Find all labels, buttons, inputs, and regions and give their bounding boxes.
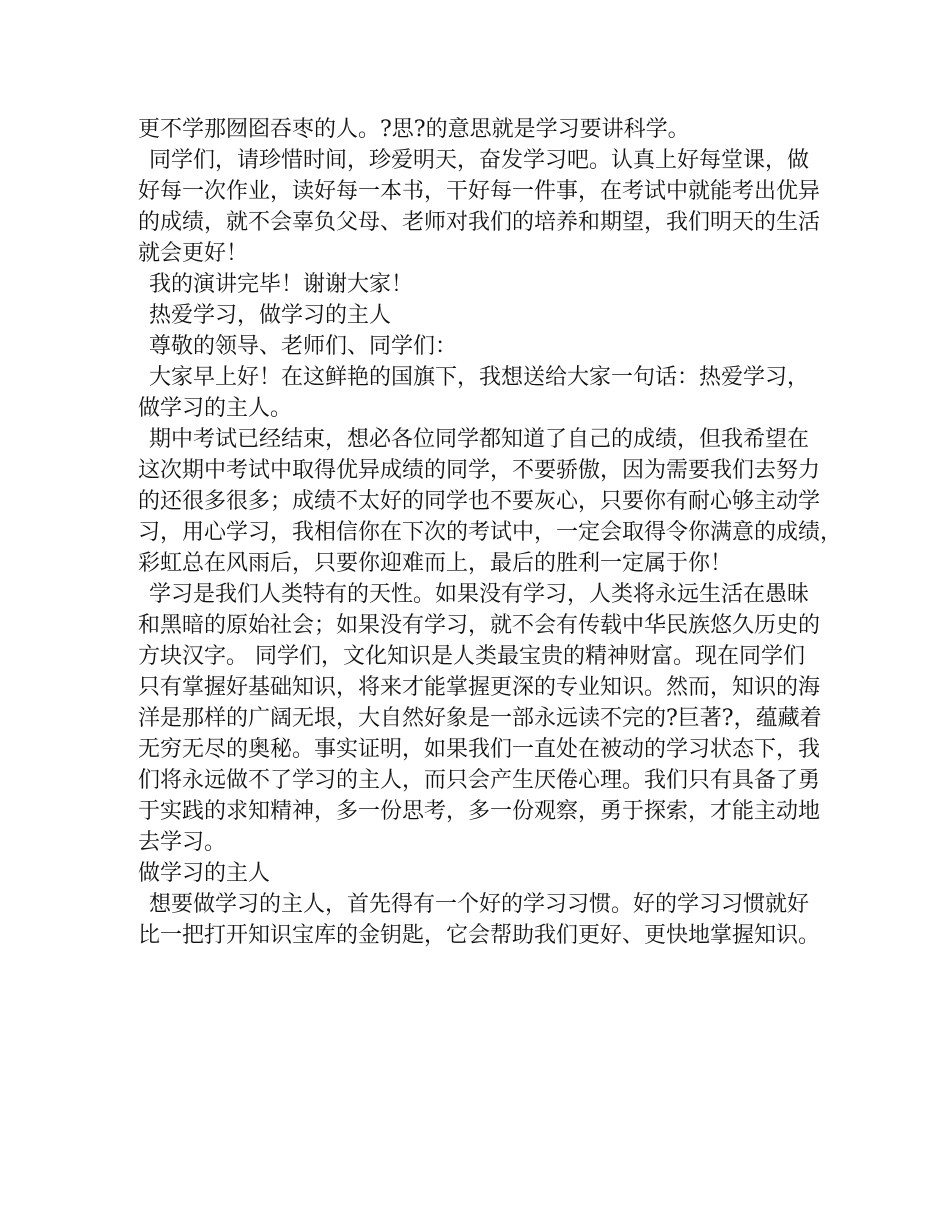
text-line: 无穷无尽的奥秘。事实证明，如果我们一直处在被动的学习状态下，我 [138,737,821,762]
text-line: 就会更好！ [138,241,249,266]
text-line: 这次期中考试中取得优异成绩的同学，不要骄傲，因为需要我们去努力 [138,458,821,483]
text-line: 想要做学习的主人，首先得有一个好的学习习惯。好的学习习惯就好 [149,892,810,917]
text-line: 学习是我们人类特有的天性。如果没有学习，人类将永远生活在愚昧 [149,582,810,607]
text-line: 好每一次作业，读好每一本书，干好每一件事，在考试中就能考出优异 [138,179,821,204]
text-line: 去学习。 [138,830,227,855]
text-line: 方块汉字。 同学们，文化知识是人类最宝贵的精神财富。现在同学们 [138,644,805,669]
section-title: 热爱学习，做学习的主人 [149,303,392,328]
text-line: 洋是那样的广阔无垠，大自然好象是一部永远读不完的?巨著?，蕴藏着 [138,706,822,731]
document-body [138,114,843,951]
text-line: 大家早上好！在这鲜艳的国旗下，我想送给大家一句话：热爱学习， [149,365,810,390]
text-line: 只有掌握好基础知识，将来才能掌握更深的专业知识。然而，知识的海 [138,675,821,700]
text-line: 的成绩，就不会辜负父母、老师对我们的培养和期望，我们明天的生活 [138,210,821,235]
section-heading: 做学习的主人 [138,861,271,886]
text-line: 们将永远做不了学习的主人，而只会产生厌倦心理。我们只有具备了勇 [138,768,821,793]
text-line: 比一把打开知识宝库的金钥匙，它会帮助我们更好、更快地掌握知识。 [138,923,821,948]
text-line: 更不学那囫囵吞枣的人。?思?的意思就是学习要讲科学。 [138,117,690,142]
text-line: 同学们，请珍惜时间，珍爱明天，奋发学习吧。认真上好每堂课，做 [149,148,810,173]
text-line: 和黑暗的原始社会；如果没有学习，就不会有传载中华民族悠久历史的 [138,613,821,638]
text-line: 做学习的主人。 [138,396,293,421]
text-line: 彩虹总在风雨后，只要你迎难而上，最后的胜利一定属于你！ [138,551,733,576]
text-line: 的还很多很多；成绩不太好的同学也不要灰心，只要你有耐心够主动学 [138,489,821,514]
salutation: 尊敬的领导、老师们、同学们： [149,334,458,359]
text-line: 于实践的求知精神，多一份思考，多一份观察，勇于探索，才能主动地 [138,799,821,824]
text-line: 我的演讲完毕！谢谢大家！ [149,272,414,297]
text-line: 期中考试已经结束，想必各位同学都知道了自己的成绩，但我希望在 [149,427,810,452]
text-line: 习，用心学习，我相信你在下次的考试中，一定会取得令你满意的成绩， [138,520,843,545]
